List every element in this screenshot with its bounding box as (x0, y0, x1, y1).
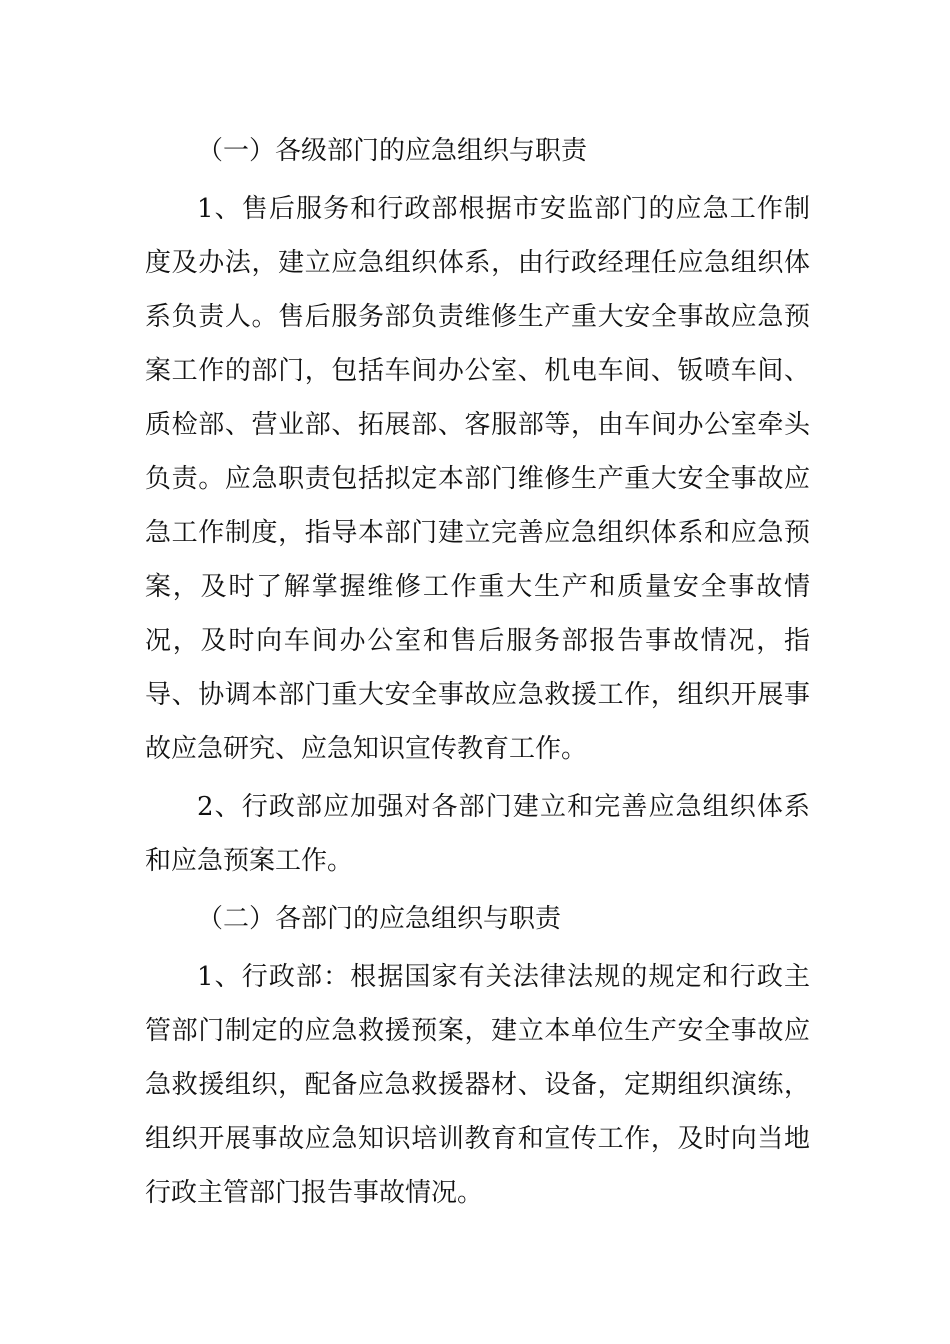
section-heading-2: （二）各部门的应急组织与职责 (197, 904, 562, 934)
section-heading-1: （一）各级部门的应急组织与职责 (197, 136, 588, 166)
document-body (145, 124, 810, 1224)
section-1-paragraph-1: 1、售后服务和行政部根据市安监部门的应急工作制度及办法，建立应急组织体系，由行政经理任应急组织体系负责人。售后服务部负责维修生产重大安全事故应急预案工作的部门，包括车间办公室、机电车间、钣喷车间、质检部、营业部、拓展部、客服部等，由车间办公室牵头负责。应急职责包括拟定本部门维修生产重大安全事故应急工作制度，指导本部门建立完善应急组织体系和应急预案，及时了解掌握维修工作重大生产和质量安全事故情况，及时向车间办公室和售后服务部报告事故情况，指导、协调本部门重大安全事故应急救援工作，组织开展事故应急研究、应急知识宣传教育工作。 (145, 194, 810, 764)
section-2-paragraph-1: 1、行政部：根据国家有关法律法规的规定和行政主管部门制定的应急救援预案，建立本单位生产安全事故应急救援组织，配备应急救援器材、设备，定期组织演练，组织开展事故应急知识培训教育和宣传工作，及时向当地行政主管部门报告事故情况。 (145, 962, 810, 1208)
section-1-paragraph-2: 2、行政部应加强对各部门建立和完善应急组织体系和应急预案工作。 (145, 792, 810, 876)
